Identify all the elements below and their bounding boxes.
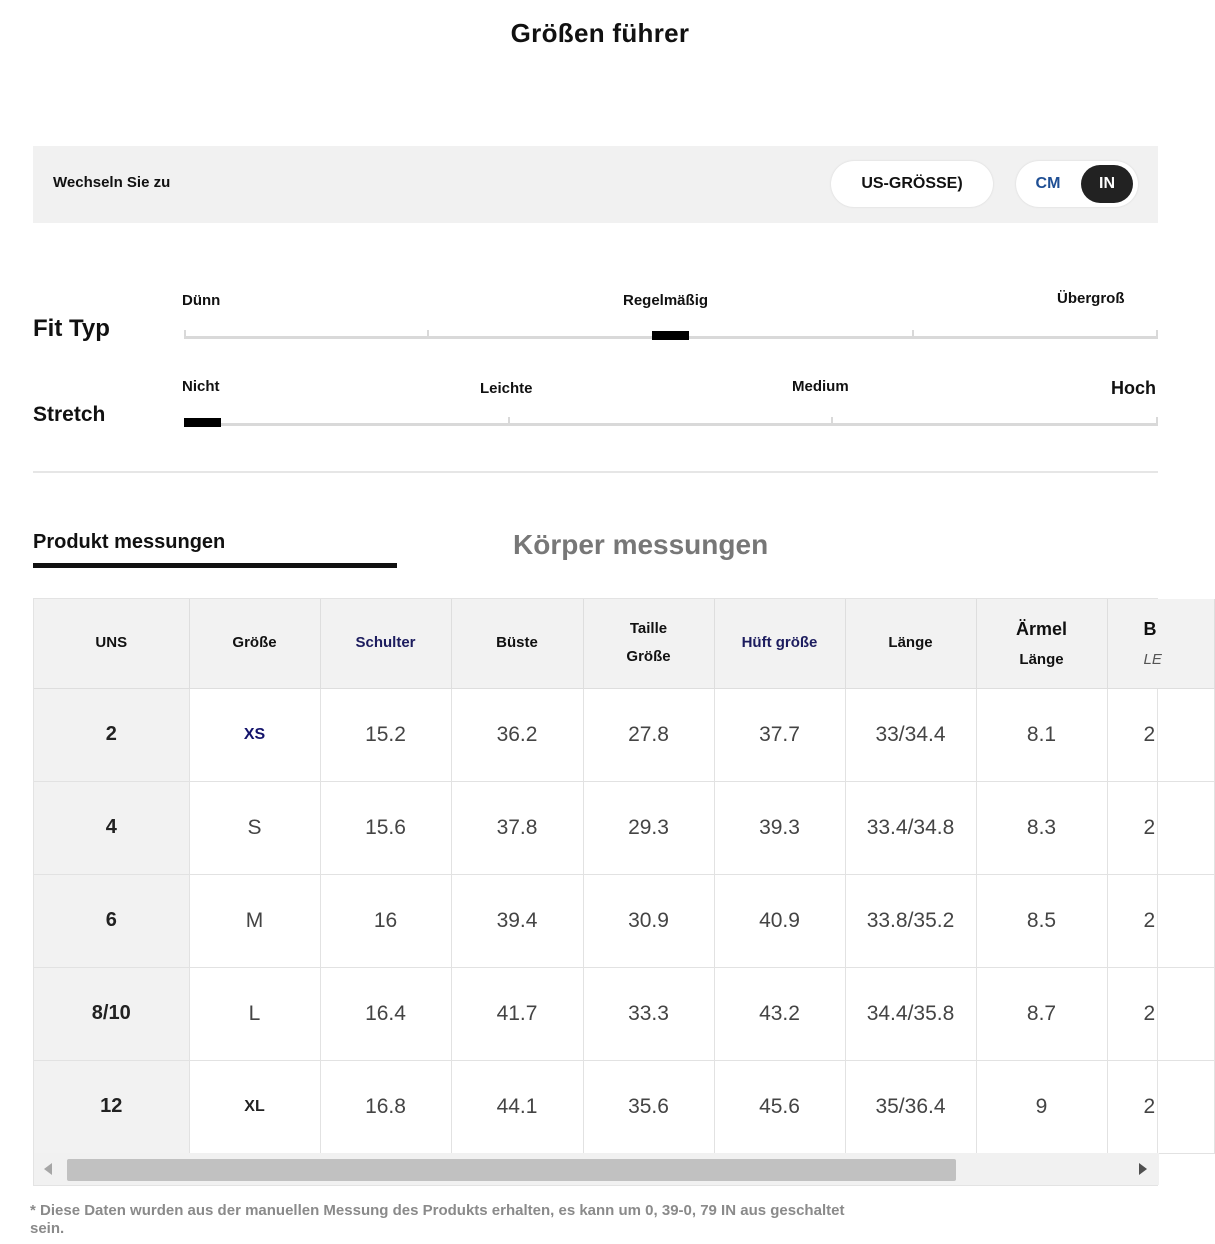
- cell-us: 12: [34, 1060, 189, 1153]
- unit-cm-option[interactable]: CM: [1035, 175, 1061, 192]
- cell-waist: 30.9: [583, 874, 714, 967]
- header-shoulder: Schulter: [320, 599, 451, 688]
- table-header-row: [34, 599, 1214, 688]
- cell-cut-off: 2: [1107, 967, 1214, 1060]
- cell-sleeve: 8.5: [976, 874, 1107, 967]
- header-hip: Hüft größe: [714, 599, 845, 688]
- header-length: Länge: [845, 599, 976, 688]
- cell-sleeve: 8.7: [976, 967, 1107, 1060]
- section-divider: [33, 471, 1158, 473]
- cell-bust: 36.2: [451, 688, 583, 781]
- cell-shoulder: 15.2: [320, 688, 451, 781]
- cell-length: 34.4/35.8: [845, 967, 976, 1060]
- cell-bust: 44.1: [451, 1060, 583, 1153]
- unit-in-option[interactable]: IN: [1081, 165, 1133, 203]
- cell-sleeve: 8.3: [976, 781, 1107, 874]
- stretch-marker: [184, 418, 221, 427]
- cell-shoulder: 16.8: [320, 1060, 451, 1153]
- fit-option-oversize: Übergroß: [1057, 290, 1125, 307]
- stretch-option-high: Hoch: [1111, 378, 1156, 398]
- unit-switch-bar: [33, 146, 1158, 223]
- header-sleeve-length: Ärmel Länge: [976, 599, 1107, 688]
- cell-hip: 45.6: [714, 1060, 845, 1153]
- horizontal-scrollbar[interactable]: [34, 1153, 1159, 1185]
- measurement-footnote: * Diese Daten wurden aus der manuellen Messung des Produkts erhalten, es kann um 0, 39-0, 79 IN aus geschaltet sein.: [30, 1202, 845, 1237]
- table-row: [34, 967, 1214, 1060]
- cell-sleeve: 9: [976, 1060, 1107, 1153]
- cell-size: M: [189, 874, 320, 967]
- cell-cut-off: 2: [1107, 1060, 1214, 1153]
- fit-option-regular: Regelmäßig: [623, 292, 709, 309]
- fit-option-slim: Dünn: [182, 292, 221, 309]
- cell-bust: 41.7: [451, 967, 583, 1060]
- table-row: [34, 781, 1214, 874]
- tab-body-measurements[interactable]: Körper messungen: [513, 529, 769, 560]
- table-row: [34, 1060, 1214, 1153]
- cell-shoulder: 16.4: [320, 967, 451, 1060]
- header-us: UNS: [34, 599, 189, 688]
- cell-us: 4: [34, 781, 189, 874]
- cell-hip: 43.2: [714, 967, 845, 1060]
- header-cut-off: B LE: [1107, 599, 1214, 688]
- cell-cut-off: 2: [1107, 781, 1214, 874]
- page-title: Größen führer: [510, 18, 690, 48]
- scrollbar-thumb[interactable]: [67, 1159, 956, 1181]
- cell-us: 2: [34, 688, 189, 781]
- fit-type-label: Fit Typ: [33, 315, 110, 342]
- cell-us: 6: [34, 874, 189, 967]
- switch-label: Wechseln Sie zu: [53, 174, 171, 191]
- stretch-option-none: Nicht: [182, 378, 220, 395]
- cell-waist: 33.3: [583, 967, 714, 1060]
- size-table: [34, 599, 1215, 1154]
- cell-bust: 37.8: [451, 781, 583, 874]
- cell-length: 33.8/35.2: [845, 874, 976, 967]
- header-size: Größe: [189, 599, 320, 688]
- stretch-option-medium: Medium: [792, 378, 849, 395]
- active-tab-indicator: [33, 563, 397, 568]
- cell-shoulder: 16: [320, 874, 451, 967]
- header-waist: Taille Größe: [583, 599, 714, 688]
- stretch-option-slight: Leichte: [480, 380, 533, 397]
- cell-length: 35/36.4: [845, 1060, 976, 1153]
- cell-size: XL: [189, 1060, 320, 1153]
- size-system-button[interactable]: US-GRÖSSE): [831, 161, 993, 207]
- cell-bust: 39.4: [451, 874, 583, 967]
- stretch-label: Stretch: [33, 403, 106, 426]
- cell-hip: 37.7: [714, 688, 845, 781]
- stretch-track: [184, 423, 1158, 426]
- cell-length: 33/34.4: [845, 688, 976, 781]
- scroll-right-arrow-icon[interactable]: [1139, 1163, 1147, 1175]
- scroll-left-arrow-icon[interactable]: [44, 1163, 52, 1175]
- cell-size: XS: [189, 688, 320, 781]
- cell-size: S: [189, 781, 320, 874]
- cell-length: 33.4/34.8: [845, 781, 976, 874]
- tab-product-measurements[interactable]: Produkt messungen: [33, 531, 226, 553]
- cell-us: 8/10: [34, 967, 189, 1060]
- size-table-container[interactable]: [33, 598, 1162, 1186]
- cell-waist: 27.8: [583, 688, 714, 781]
- cell-waist: 35.6: [583, 1060, 714, 1153]
- cell-cut-off: 2: [1107, 688, 1214, 781]
- table-row: [34, 874, 1214, 967]
- fit-type-marker: [652, 331, 689, 340]
- cell-hip: 39.3: [714, 781, 845, 874]
- cell-waist: 29.3: [583, 781, 714, 874]
- unit-toggle[interactable]: [1016, 161, 1138, 207]
- cell-shoulder: 15.6: [320, 781, 451, 874]
- cell-hip: 40.9: [714, 874, 845, 967]
- table-row: [34, 688, 1214, 781]
- cell-size: L: [189, 967, 320, 1060]
- header-bust: Büste: [451, 599, 583, 688]
- cell-sleeve: 8.1: [976, 688, 1107, 781]
- cell-cut-off: 2: [1107, 874, 1214, 967]
